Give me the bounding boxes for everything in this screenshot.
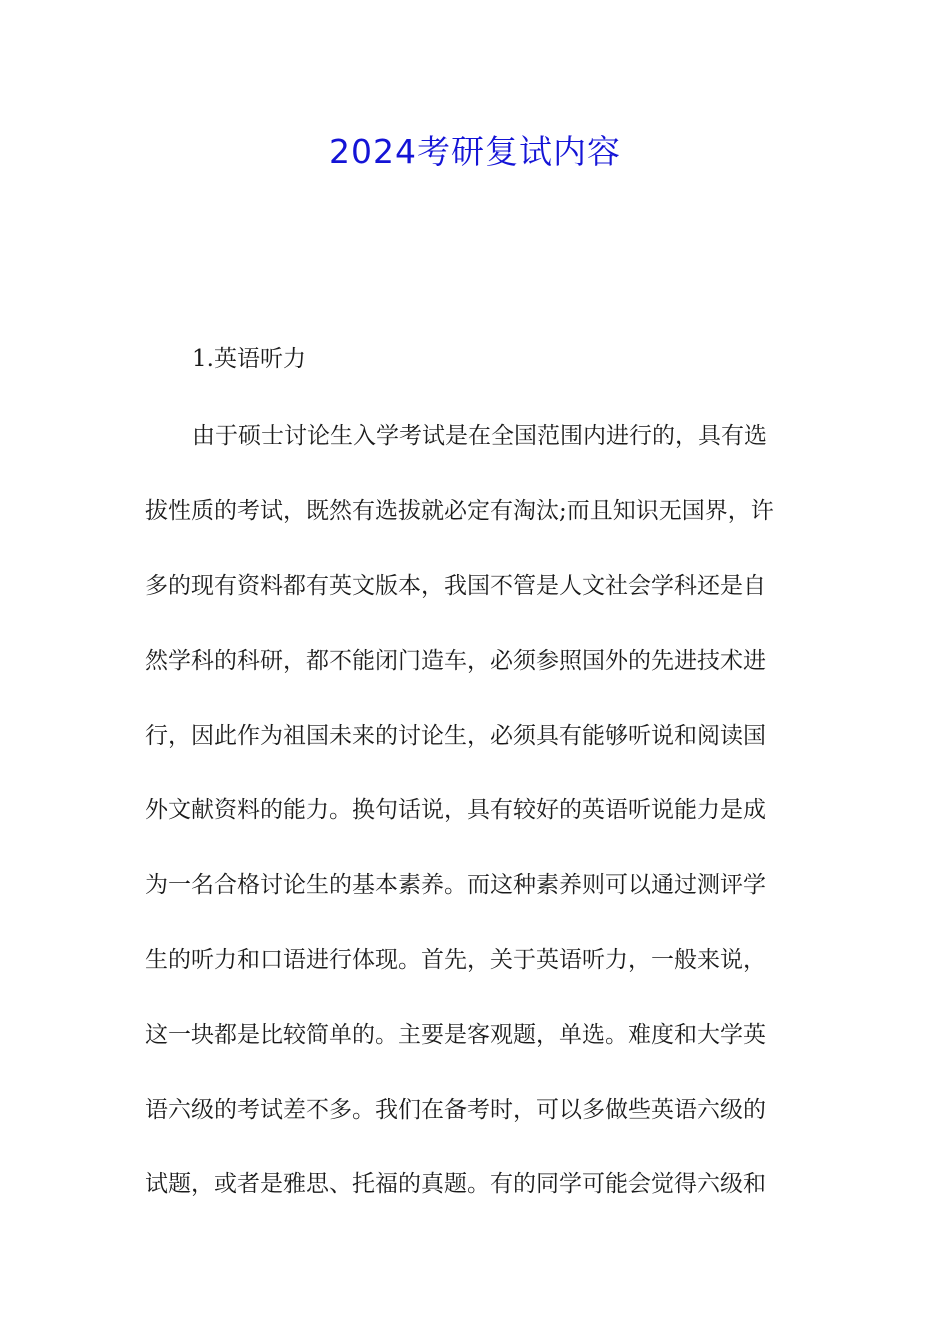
paragraph-line: 为一名合格讨论生的基本素养。而这种素养则可以通过测评学 [145, 872, 766, 898]
document-title: 2024考研复试内容 [329, 132, 621, 171]
paragraph-line: 行，因此作为祖国未来的讨论生，必须具有能够听说和阅读国 [145, 723, 766, 749]
paragraph-line: 生的听力和口语进行体现。首先，关于英语听力，一般来说， [145, 947, 766, 973]
paragraph-line: 多的现有资料都有英文版本，我国不管是人文社会学科还是自 [145, 573, 766, 599]
paragraph-line: 语六级的考试差不多。我们在备考时，可以多做些英语六级的 [145, 1097, 766, 1123]
paragraph-line: 由于硕士讨论生入学考试是在全国范围内进行的，具有选 [192, 423, 767, 449]
paragraph-line: 试题，或者是雅思、托福的真题。有的同学可能会觉得六级和 [145, 1171, 766, 1197]
paragraph-line: 拔性质的考试，既然有选拔就必定有淘汰;而且知识无国界，许 [145, 498, 774, 524]
section-heading: 1.英语听力 [192, 346, 306, 372]
paragraph-line: 然学科的科研，都不能闭门造车，必须参照国外的先进技术进 [145, 648, 766, 674]
paragraph-line: 外文献资料的能力。换句话说，具有较好的英语听说能力是成 [145, 797, 766, 823]
paragraph-line: 这一块都是比较简单的。主要是客观题，单选。难度和大学英 [145, 1022, 766, 1048]
